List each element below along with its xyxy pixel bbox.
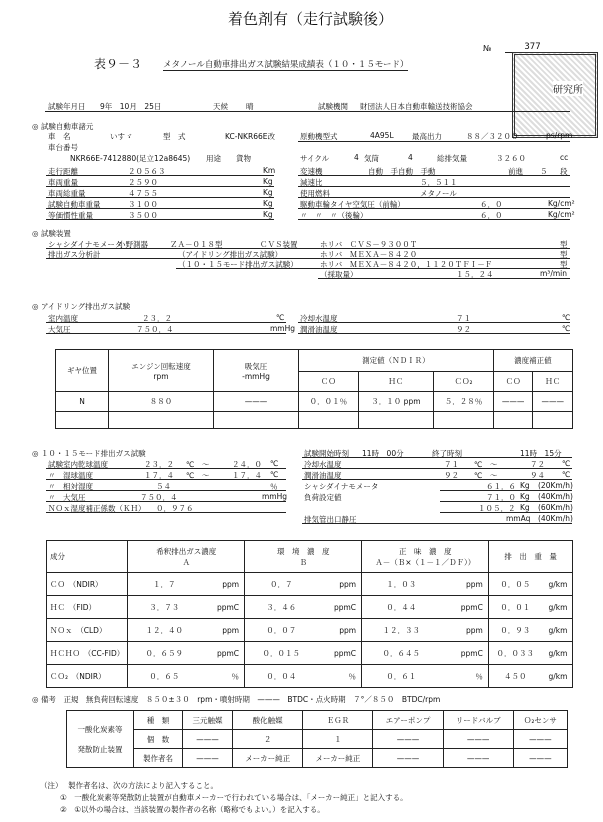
idle-temp-unit-1: ℃ bbox=[276, 313, 285, 322]
mode-temp-unit-1: ℃ bbox=[270, 459, 279, 468]
result-cell-name: ＣＯ₂ （NDIR） bbox=[47, 665, 128, 688]
mode-oil-sep: ℃ ～ bbox=[474, 471, 498, 480]
org: 財団法人日本自動車輸送技術協会 bbox=[360, 102, 473, 111]
note-2: ② ①以外の場合は、当該装置の製作者の名称（略称でもよい。）を記入する。 bbox=[60, 805, 325, 814]
note-1: ① 一酸化炭素等発散防止装置が自動車メーカーで行われている場合は、「メーカー純正」と記入する。 bbox=[60, 793, 408, 802]
tire-front: ６．０ bbox=[480, 200, 503, 209]
inertia-unit: Kg bbox=[263, 210, 273, 219]
mode-temp-unit-4: ℃ bbox=[562, 470, 571, 479]
chassis: NKR66E-7412880(足立12a8645) bbox=[70, 154, 191, 163]
result-value: ０．０４ bbox=[266, 671, 297, 681]
th-corrected: 濃度補正値 bbox=[493, 350, 572, 372]
th-net: 正 味 濃 度 Ａ－（Ｂ×（１－１／ＤＦ）） bbox=[362, 541, 489, 573]
n-3way: ——— bbox=[183, 730, 233, 749]
result-value: ０．６４５ bbox=[382, 648, 420, 658]
mode-pressure-label: 〃 大気圧 bbox=[48, 493, 86, 502]
weather-label: 天候 bbox=[213, 102, 228, 111]
th-maker: 製作者名 bbox=[134, 749, 183, 768]
result-value: ０．０５ bbox=[500, 579, 531, 589]
fuel: メタノール bbox=[420, 189, 457, 198]
time-label: 試験開始時刻 bbox=[304, 449, 349, 458]
back-pressure-spd: (40Km/h) bbox=[538, 514, 573, 523]
idle-vac: ——— bbox=[214, 392, 299, 412]
idle-section-label: アイドリング排出ガス試験 bbox=[40, 302, 131, 311]
mode-oil-to: ９４ bbox=[530, 471, 545, 480]
kh: ０．９７６ bbox=[156, 504, 194, 513]
idle-gear: N bbox=[56, 392, 109, 412]
result-unit: ％ bbox=[475, 671, 483, 681]
note-mark: （注） bbox=[40, 781, 63, 790]
sampling: １５．２４ bbox=[456, 270, 494, 279]
tire-unit-front: Kg/cm² bbox=[548, 199, 575, 208]
test-date: 9年 10月 25日 bbox=[100, 102, 162, 111]
result-value: ０．９３ bbox=[500, 625, 531, 635]
idle-coolant-label: 冷却水温度 bbox=[300, 314, 338, 323]
weather: 晴 bbox=[246, 102, 254, 111]
result-value: ０．０７ bbox=[266, 625, 297, 635]
mode-section-title: ◎ １０・１５モード排出ガス試験 bbox=[32, 449, 146, 458]
th-mmhg-label: -mmHg bbox=[242, 371, 270, 381]
result-unit: ppmC bbox=[460, 602, 483, 612]
th-co: ＣＯ bbox=[299, 372, 359, 392]
result-value: １．０３ bbox=[386, 579, 417, 589]
side-2: 発散防止装置 bbox=[77, 744, 123, 754]
dyno-label: シャシダイナモメータ bbox=[48, 240, 123, 249]
mode-section-label: １０・１５モード排出ガス試験 bbox=[40, 449, 146, 458]
time-end: 11時 15分 bbox=[520, 449, 562, 458]
analyzer-label: 排出ガス分析計 bbox=[48, 250, 101, 259]
result-value: ０．６５９ bbox=[145, 648, 183, 658]
mode-room-temp-label: 試験室内乾球温度 bbox=[48, 460, 108, 469]
result-value: ４５０ bbox=[504, 671, 527, 681]
mode-wet-sep: ℃ ～ bbox=[186, 471, 210, 480]
test-weight-unit: Kg bbox=[263, 199, 273, 208]
result-cell-d bbox=[489, 573, 573, 596]
result-cell-a bbox=[128, 665, 245, 688]
mode-humidity-unit: ％ bbox=[270, 482, 278, 491]
mode-analyzer: ホリバ ＭＥＸＡ－８４２０，１１２０ＴＦＩ－Ｆ bbox=[320, 260, 493, 269]
result-row bbox=[47, 596, 573, 619]
dyno-spd-2: (40Km/h) bbox=[538, 492, 573, 501]
cvs-label: ＣＶＳ装置 bbox=[260, 240, 298, 249]
dyno-val-1: ６１．６ bbox=[486, 482, 516, 491]
result-unit: ppm bbox=[222, 625, 240, 635]
mode-coolant-sep: ℃ ～ bbox=[474, 460, 498, 469]
c-ox: 酸化触媒 bbox=[233, 711, 303, 730]
result-cell-name: ＣＯ （NDIR） bbox=[47, 573, 128, 596]
curb: ２５９０ bbox=[128, 178, 158, 187]
equipment-section-label: 試験装置 bbox=[40, 229, 71, 238]
idle-analyzer-label: （アイドリング排出ガス試験） bbox=[178, 250, 283, 259]
idle-oil: ９２ bbox=[456, 325, 471, 334]
time-end-label: 終了時刻 bbox=[432, 449, 462, 458]
lab-stamp bbox=[512, 52, 598, 138]
result-cell-c bbox=[362, 665, 489, 688]
max-output: ８８／３２００ bbox=[466, 132, 519, 141]
result-cell-name: ＨＣ （FID） bbox=[47, 596, 128, 619]
c-3way: 三元触媒 bbox=[183, 711, 233, 730]
disp-label: 総排気量 bbox=[437, 154, 467, 163]
idle-pressure: ７５０．４ bbox=[136, 325, 174, 334]
type-suffix-2: 型 bbox=[560, 250, 568, 259]
th-vac-label: 吸気圧 bbox=[244, 361, 268, 371]
cycle: 4 bbox=[354, 153, 359, 162]
result-value: １２．３３ bbox=[382, 625, 420, 635]
idle-hc: ３．１０ ppm bbox=[358, 392, 433, 412]
load-label: 負荷設定値 bbox=[304, 493, 342, 502]
mode-dyno-label: シャシダイナモメータ bbox=[304, 482, 379, 491]
idle-table bbox=[55, 349, 573, 429]
odo-unit: Km bbox=[263, 166, 276, 175]
cyl: 4 bbox=[408, 153, 413, 162]
result-unit: ppmC bbox=[333, 602, 357, 612]
result-unit: ppmC bbox=[333, 648, 357, 658]
result-unit: ppm bbox=[222, 579, 240, 589]
max-output-label: 最高出力 bbox=[412, 132, 442, 141]
result-unit: ppm bbox=[339, 579, 357, 589]
c-reed: リードバルブ bbox=[443, 711, 513, 730]
mode-coolant-from: ７１ bbox=[444, 460, 459, 469]
kh-label: ＮＯｘ湿度補正係数（ＫＨ） bbox=[48, 504, 146, 513]
mode-temp-unit-2: ℃ bbox=[270, 470, 279, 479]
m-pump: ——— bbox=[373, 749, 443, 768]
type-suffix-3: 型 bbox=[560, 260, 568, 269]
idle-temp-unit-3: ℃ bbox=[562, 324, 571, 333]
device-table bbox=[66, 710, 568, 768]
tire-unit-rear: Kg/cm² bbox=[548, 210, 575, 219]
mode-wet-from: １７．４ bbox=[144, 471, 174, 480]
sampling-unit: m³/min bbox=[540, 269, 567, 278]
dyno-spd-3: (60Km/h) bbox=[538, 503, 573, 512]
note-0: 製作者名は、次の方法により記入すること。 bbox=[68, 781, 218, 790]
dyno-spd-1: (20Km/h) bbox=[538, 481, 573, 490]
remarks-text: 正規 無負荷回転速度 ８５０±３０ rpm・噴射時期 bbox=[63, 695, 250, 704]
n-reed: ——— bbox=[443, 730, 513, 749]
tire-rear: ６．０ bbox=[480, 211, 503, 220]
disp: ３２６０ bbox=[496, 154, 526, 163]
result-cell-c bbox=[362, 642, 489, 665]
maker: いすゞ bbox=[110, 132, 133, 141]
idle-analyzer: ホリバ ＭＥＸＡ－８４２０ bbox=[320, 250, 418, 259]
result-cell-d bbox=[489, 665, 573, 688]
page-title: 着色剤有（走行試験後） bbox=[228, 10, 394, 28]
idle-pressure-label: 大気圧 bbox=[48, 325, 71, 334]
mode-room-temp-unit: ℃ ～ bbox=[186, 460, 210, 469]
mode-pressure-unit: mmHg bbox=[262, 492, 288, 501]
cyl-label: 気筒 bbox=[364, 154, 379, 163]
mode-temp-unit-3: ℃ bbox=[562, 459, 571, 468]
th-diluted: 希釈排出ガス濃度 Ａ bbox=[128, 541, 245, 573]
m-reed: ——— bbox=[443, 749, 513, 768]
btdc-2: BTDC/rpm bbox=[401, 695, 441, 704]
result-cell-c bbox=[362, 573, 489, 596]
result-unit: ％ bbox=[231, 671, 240, 681]
date-label: 試験年月日 bbox=[48, 102, 86, 111]
result-cell-b bbox=[245, 665, 362, 688]
result-unit: ppmC bbox=[460, 648, 483, 658]
dyno-unit-3: Kg bbox=[520, 503, 530, 512]
result-row bbox=[47, 642, 573, 665]
result-cell-d bbox=[489, 619, 573, 642]
odo-label: 走行距離 bbox=[48, 167, 78, 176]
th-measured: 測定値（ＮＤＩＲ） bbox=[299, 350, 494, 372]
idle-oil-label: 潤滑油温度 bbox=[300, 325, 338, 334]
fuel-label: 使用燃料 bbox=[300, 189, 330, 198]
result-cell-name: ＮＯｘ （CLD） bbox=[47, 619, 128, 642]
mode-room-temp-to: ２４．０ bbox=[232, 460, 262, 469]
cycle-label: サイクル bbox=[300, 154, 330, 163]
mode-humidity-label: 〃 相対湿度 bbox=[48, 482, 93, 491]
tire-front-label: 駆動車輪タイヤ空気圧（前輪） bbox=[300, 200, 405, 209]
use-label: 用途 bbox=[206, 154, 221, 163]
th-mass: 排 出 重 量 bbox=[489, 541, 573, 573]
remarks-label: 備考 bbox=[40, 695, 56, 704]
result-cell-d bbox=[489, 596, 573, 619]
dyno-val-3: １０５．２ bbox=[478, 504, 516, 513]
chassis-label: 車台番号 bbox=[48, 143, 78, 152]
maker-label: 車 名 bbox=[48, 132, 71, 141]
back-pressure-label: 排気管出口静圧 bbox=[304, 515, 357, 524]
th-co2: ＣＯ₂ bbox=[434, 372, 494, 392]
mode-oil-label: 潤滑油温度 bbox=[304, 471, 342, 480]
n-ox: ２ bbox=[233, 730, 303, 749]
idle-co2: ５．２８％ bbox=[434, 392, 494, 412]
mode-room-temp-from: ２３．２ bbox=[144, 460, 174, 469]
remarks-line: ◎ 備考 正規 無負荷回転速度 ８５０±３０ rpm・噴射時期 ——— BTDC・点火時期 ７°／８５０ BTDC/rpm bbox=[32, 695, 441, 704]
n-egr: １ bbox=[303, 730, 373, 749]
result-unit: g/km bbox=[548, 648, 568, 658]
idle-coolant: ７１ bbox=[456, 314, 471, 323]
m-3way: ——— bbox=[183, 749, 233, 768]
test-weight-label: 試験自動車重量 bbox=[48, 200, 101, 209]
type: KC-NKR66E改 bbox=[225, 132, 275, 141]
mode-pressure: ７５０．４ bbox=[140, 493, 178, 502]
mode-coolant-to: ７２ bbox=[530, 460, 545, 469]
idle-room-temp: ２３．２ bbox=[142, 314, 172, 323]
result-unit: ppm bbox=[339, 625, 357, 635]
inertia-label: 等価慣性重量 bbox=[48, 211, 93, 220]
result-cell-a bbox=[128, 596, 245, 619]
th-component: 成分 bbox=[47, 541, 128, 573]
gross-unit: Kg bbox=[263, 188, 273, 197]
results-table bbox=[46, 540, 573, 688]
result-cell-b bbox=[245, 619, 362, 642]
m-ox: メーカー純正 bbox=[233, 749, 303, 768]
forward-label: 前進 bbox=[508, 167, 523, 176]
th-vac bbox=[214, 350, 299, 392]
result-value: ０．７ bbox=[269, 579, 293, 589]
engine-type-label: 原動機型式 bbox=[300, 132, 338, 141]
cvs: ホリバ ＣＶＳ－９３００Ｔ bbox=[320, 240, 418, 249]
mode-analyzer-label: （１０・１５モード排出ガス試験） bbox=[178, 260, 298, 269]
n-o2: ——— bbox=[513, 730, 567, 749]
n-pump: ——— bbox=[373, 730, 443, 749]
forward-unit: 段 bbox=[560, 167, 568, 176]
inertia: ３５００ bbox=[128, 211, 158, 220]
th-engine-label: エンジン回転速度 bbox=[131, 361, 191, 371]
reduction: ５．５１１ bbox=[420, 178, 458, 187]
result-row bbox=[47, 573, 573, 596]
sampling-label: （採取量） bbox=[320, 270, 358, 279]
result-unit: g/km bbox=[548, 625, 568, 635]
dyno-val-2: ７１．０ bbox=[486, 493, 516, 502]
result-row bbox=[47, 619, 573, 642]
stamp-text: 研究所 bbox=[553, 81, 583, 96]
result-value: ０．４４ bbox=[386, 602, 417, 612]
result-cell-a bbox=[128, 573, 245, 596]
idle-temp-unit-2: ℃ bbox=[562, 313, 571, 322]
result-value: １．７ bbox=[152, 579, 176, 589]
result-cell-a bbox=[128, 642, 245, 665]
trans: 自動 手自動 手動 bbox=[368, 167, 436, 176]
gross: ４７５５ bbox=[128, 189, 158, 198]
idle-hc-c: ——— bbox=[533, 392, 573, 412]
table-label: 表９－３ bbox=[94, 57, 143, 71]
th-hc-c: ＨＣ bbox=[533, 372, 573, 392]
result-value: １２．４０ bbox=[145, 625, 183, 635]
curb-unit: Kg bbox=[263, 177, 273, 186]
result-value: ０．０１ bbox=[500, 602, 531, 612]
th-engine bbox=[109, 350, 214, 392]
curb-label: 車両重量 bbox=[48, 178, 78, 187]
th-co-c: ＣＯ bbox=[493, 372, 533, 392]
disp-unit: cc bbox=[560, 153, 569, 162]
result-unit: g/km bbox=[548, 579, 568, 589]
dyno-unit-1: Kg bbox=[520, 481, 530, 490]
equipment-section-title: ◎ 試験装置 bbox=[32, 229, 71, 238]
tire-rear-label: 〃 〃 〃（後輪） bbox=[300, 211, 368, 220]
dyno-maker: 小野測器 bbox=[118, 240, 148, 249]
th-ambient: 環 境 濃 度 Ｂ bbox=[245, 541, 362, 573]
odo: ２０５６３ bbox=[128, 167, 166, 176]
result-cell-b bbox=[245, 596, 362, 619]
result-cell-name: ＨＣＨＯ （CC-FID） bbox=[47, 642, 128, 665]
result-unit: ppm bbox=[466, 625, 483, 635]
ignition: ７°／８５０ bbox=[353, 695, 395, 704]
th-hc: ＨＣ bbox=[358, 372, 433, 392]
c-o2: Ｏ₂センサ bbox=[513, 711, 567, 730]
result-unit: ppmC bbox=[216, 648, 240, 658]
result-value: ０．０１５ bbox=[262, 648, 300, 658]
result-cell-a bbox=[128, 619, 245, 642]
result-value: ０．０３３ bbox=[496, 648, 534, 658]
engine-type: 4A95L bbox=[370, 131, 394, 140]
result-cell-d bbox=[489, 642, 573, 665]
mode-coolant-label: 冷却水温度 bbox=[304, 460, 342, 469]
forward: ５ bbox=[540, 167, 548, 176]
back-pressure-unit: mmAq bbox=[506, 514, 531, 523]
result-cell-c bbox=[362, 596, 489, 619]
idle-pressure-unit: mmHg bbox=[270, 324, 296, 333]
m-o2: ——— bbox=[513, 749, 567, 768]
result-unit: ppm bbox=[466, 579, 483, 589]
result-unit: ％ bbox=[348, 671, 357, 681]
result-cell-c bbox=[362, 619, 489, 642]
mode-oil-from: ９２ bbox=[444, 471, 459, 480]
result-value: ３．７３ bbox=[149, 602, 180, 612]
result-unit: g/km bbox=[548, 671, 568, 681]
th-count: 個 数 bbox=[134, 730, 183, 749]
time-start: 11時 00分 bbox=[362, 449, 404, 458]
result-row bbox=[47, 665, 573, 688]
dyno-unit-2: Kg bbox=[520, 492, 530, 501]
max-output-unit: ps/rpm bbox=[546, 131, 573, 140]
m-egr: メーカー純正 bbox=[303, 749, 373, 768]
device-side-label bbox=[67, 711, 134, 768]
c-egr: ＥＧＲ bbox=[303, 711, 373, 730]
c-pump: エアーポンプ bbox=[373, 711, 443, 730]
mode-wet-to: １７．４ bbox=[232, 471, 262, 480]
side-1: 一酸化炭素等 bbox=[77, 724, 123, 734]
vehicle-section-title: ◎ 試験自動車諸元 bbox=[32, 122, 94, 131]
mode-wet-label: 〃 湿球温度 bbox=[48, 471, 93, 480]
btdc-1: BTDC・点火時期 bbox=[287, 695, 346, 704]
result-value: ３．４６ bbox=[266, 602, 297, 612]
reduction-label: 減速比 bbox=[300, 178, 323, 187]
idle-section-title: ◎ アイドリング排出ガス試験 bbox=[32, 302, 131, 311]
result-unit: ppmC bbox=[216, 602, 240, 612]
result-unit: g/km bbox=[548, 602, 568, 612]
idle-room-temp-label: 室内温度 bbox=[48, 314, 78, 323]
report-no-label: № bbox=[483, 44, 492, 53]
th-gear: ギヤ位置 bbox=[56, 350, 109, 392]
mode-humidity: ５４ bbox=[156, 482, 171, 491]
result-value: ０．６１ bbox=[386, 671, 417, 681]
table-title: メタノール自動車排出ガス試験結果成績表（１０・１５モード） bbox=[163, 60, 409, 70]
idle-co: ０．０１％ bbox=[299, 392, 359, 412]
type-suffix-1: 型 bbox=[560, 240, 568, 249]
org-label: 試験機関 bbox=[318, 102, 348, 111]
result-value: ０．６５ bbox=[149, 671, 180, 681]
idle-co-c: ——— bbox=[493, 392, 533, 412]
test-weight: ３１００ bbox=[128, 200, 158, 209]
trans-label: 変速機 bbox=[300, 167, 323, 176]
gross-label: 車両総重量 bbox=[48, 189, 86, 198]
use: 貨物 bbox=[236, 154, 251, 163]
result-cell-b bbox=[245, 642, 362, 665]
dyno-model: ＺＡ－０１８型 bbox=[170, 240, 223, 249]
result-cell-b bbox=[245, 573, 362, 596]
th-kind: 種 類 bbox=[134, 711, 183, 730]
type-label: 型 式 bbox=[163, 132, 186, 141]
vehicle-section-label: 試験自動車諸元 bbox=[40, 122, 94, 131]
idle-rpm: ８８０ bbox=[109, 392, 214, 412]
th-rpm-label: rpm bbox=[153, 371, 169, 381]
report-no: 377 bbox=[505, 42, 560, 53]
